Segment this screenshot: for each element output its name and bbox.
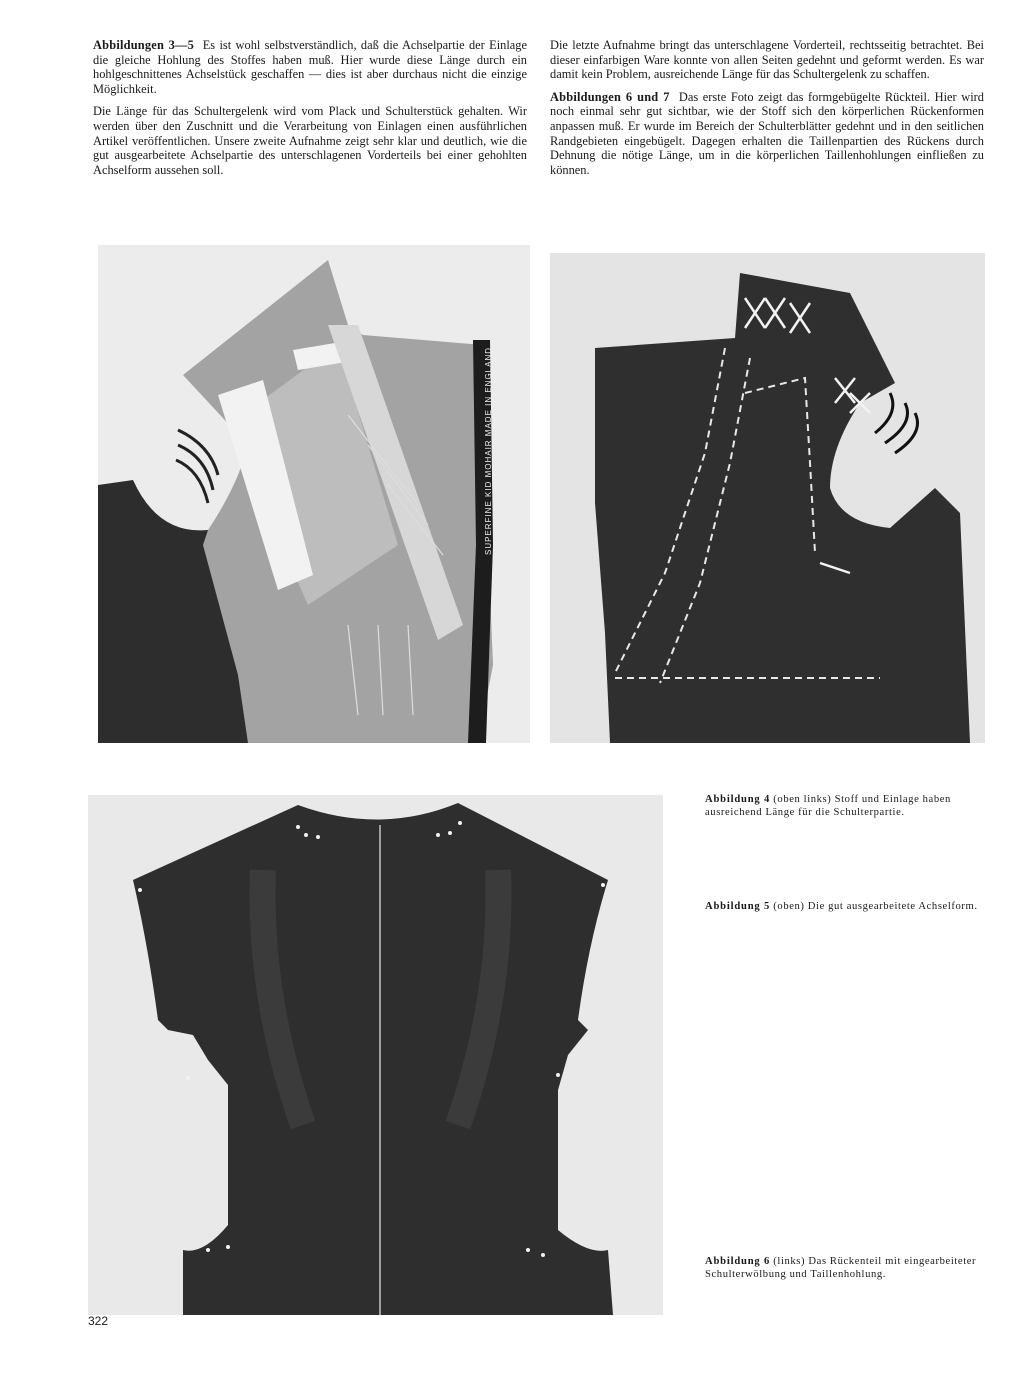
selvage-label: SUPERFINE KID MOHAIR MADE IN ENGLAND [484, 346, 493, 555]
photo-front-interlining-svg [98, 245, 530, 743]
caption-text: (oben) Die gut ausgearbeitete Achselform. [773, 901, 978, 912]
caption-abbildung-6 [705, 1255, 985, 1282]
paragraph-body: Das erste Foto zeigt das formgebügelte Rückteil. Hier wird noch einmal sehr gut sichtbar, wie der Stoff sich den körperlichen Rückenformen anpassen muß. Er wurde im Bereich der Schulterblätter gedehnt und in den seitlichen Randgebieten eingebügelt. Dagegen erhalten die Taillenpartien des Rückens durch Dehnung die nötige Länge, um in die körperlichen Taillenhohlungen einfließen zu können. [550, 89, 984, 177]
right-text-column [550, 38, 984, 185]
caption-label: Abbildung 4 [705, 794, 771, 805]
photo-back-panel [88, 795, 663, 1315]
paragraph-schultergelenk: Die Länge für das Schultergelenk wird vom Plack und Schulterstück gehalten. Wir werden über den Zuschnitt und die Verarbeitung von Einlagen einen ausführlichen Artikel veröffentlichen. Unsere zweite Aufnahme zeigt sehr klar und deutlich, wie die gut ausgearbeitete Achselpartie des unterschlagenen Vorderteils bei einer gehohlten Achselform aussehen soll. [93, 104, 527, 177]
photo-back-panel-svg [88, 795, 663, 1315]
caption-label: Abbildung 6 [705, 1256, 771, 1267]
caption-abbildung-5 [705, 900, 985, 913]
page-number: 322 [88, 1314, 109, 1328]
caption-text: (links) Das Rückenteil mit eingearbeiteter Schulterwölbung und Taillenhohlung. [705, 1256, 977, 1281]
photo-front-right-side-svg [550, 253, 985, 743]
caption-abbildung-4 [705, 793, 985, 820]
paragraph-letzte-aufnahme: Die letzte Aufnahme bringt das unterschlagene Vorderteil, rechtsseitig betrachtet. Bei dieser einfarbigen Ware konnte von allen Seiten gedehnt und geformt werden. Es war damit kein Problem, ausreichende Länge für das Schultergelenk zu schaffen. [550, 38, 984, 82]
paragraph-abb-3-5 [93, 38, 527, 96]
caption-label: Abbildung 5 [705, 901, 771, 912]
paragraph-heading: Abbildungen 3—5 [93, 38, 195, 52]
paragraph-heading: Abbildungen 6 und 7 [550, 89, 670, 104]
caption-text: (oben links) Stoff und Einlage haben ausreichend Länge für die Schulterpartie. [705, 794, 951, 819]
left-text-column [93, 38, 527, 185]
photo-front-right-side [550, 253, 985, 743]
photo-front-interlining [98, 245, 530, 743]
paragraph-body: Es ist wohl selbstverständlich, daß die Achselpartie der Einlage die gleiche Hohlung des Stoffes haben muß. Hier wurde diese Länge durch ein hohlgeschnittenes Achselstück geschaffen — dies ist aber durchaus nicht die einzige Möglichkeit. [93, 38, 527, 96]
paragraph-abb-6-7 [550, 90, 984, 178]
